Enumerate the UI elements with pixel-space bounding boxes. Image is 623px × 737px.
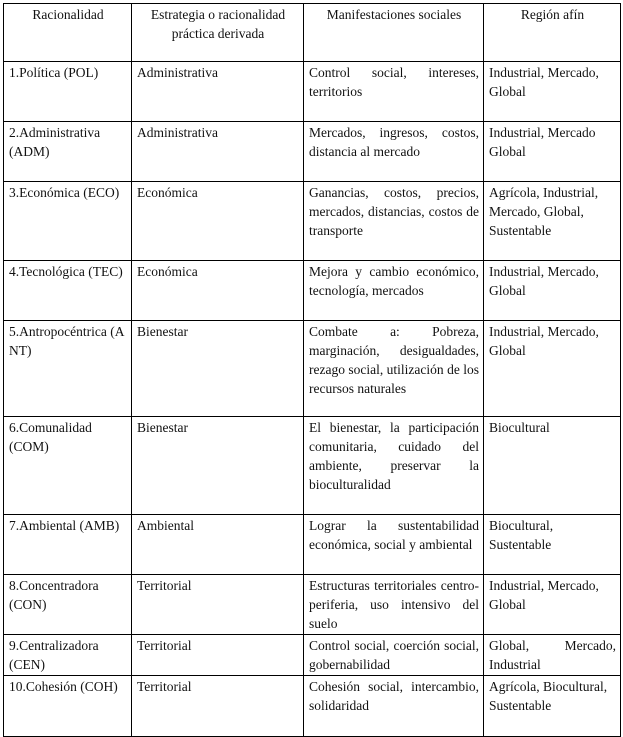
table-row xyxy=(4,575,621,635)
cell-manifestaciones: El bienestar, la participación comunitaria, cuidado del ambiente, preservar la bioculturalidad xyxy=(304,417,484,515)
cell-estrategia: Ambiental xyxy=(132,515,304,575)
header-estrategia: Estrategia o racionalidad práctica derivada xyxy=(132,4,304,62)
cell-estrategia: Bienestar xyxy=(132,321,304,417)
table-row xyxy=(4,321,621,417)
cell-racionalidad: 8.Concentradora (CON) xyxy=(4,575,132,635)
cell-racionalidad: 3.Económica (ECO) xyxy=(4,182,132,261)
cell-racionalidad: 1.Política (POL) xyxy=(4,62,132,122)
table-row xyxy=(4,676,621,737)
header-region: Región afín xyxy=(484,4,621,62)
cell-manifestaciones: Cohesión social, intercambio, solidaridad xyxy=(304,676,484,737)
cell-estrategia: Bienestar xyxy=(132,417,304,515)
table-row xyxy=(4,515,621,575)
rationality-table xyxy=(3,3,621,737)
cell-racionalidad: 5.Antropocéntrica (ANT) xyxy=(4,321,132,417)
cell-estrategia: Territorial xyxy=(132,676,304,737)
cell-manifestaciones: Control social, coerción social, gobernabilidad xyxy=(304,635,484,676)
cell-manifestaciones: Combate a: Pobreza, marginación, desigualdades, rezago social, utilización de los recursos naturales xyxy=(304,321,484,417)
cell-region: Agrícola, Biocultural, Sustentable xyxy=(484,676,621,737)
cell-estrategia: Administrativa xyxy=(132,62,304,122)
table-row xyxy=(4,417,621,515)
cell-region: Global, Mercado, Industrial xyxy=(484,635,621,676)
table-row xyxy=(4,635,621,676)
cell-racionalidad: 6.Comunalidad (COM) xyxy=(4,417,132,515)
header-manifestaciones: Manifestaciones sociales xyxy=(304,4,484,62)
cell-region: Industrial, Mercado, Global xyxy=(484,321,621,417)
cell-manifestaciones: Lograr la sustentabilidad económica, social y ambiental xyxy=(304,515,484,575)
cell-estrategia: Económica xyxy=(132,182,304,261)
cell-region: Biocultural, Sustentable xyxy=(484,515,621,575)
cell-region: Industrial, Mercado, Global xyxy=(484,575,621,635)
cell-manifestaciones: Ganancias, costos, precios, mercados, distancias, costos de transporte xyxy=(304,182,484,261)
cell-estrategia: Territorial xyxy=(132,575,304,635)
cell-racionalidad: 7.Ambiental (AMB) xyxy=(4,515,132,575)
cell-estrategia: Territorial xyxy=(132,635,304,676)
cell-estrategia: Económica xyxy=(132,261,304,321)
table-row xyxy=(4,261,621,321)
header-racionalidad: Racionalidad xyxy=(4,4,132,62)
cell-racionalidad: 4.Tecnológica (TEC) xyxy=(4,261,132,321)
cell-region: Biocultural xyxy=(484,417,621,515)
cell-estrategia: Administrativa xyxy=(132,122,304,182)
cell-region: Agrícola, Industrial, Mercado, Global, Sustentable xyxy=(484,182,621,261)
table-row xyxy=(4,122,621,182)
table-row xyxy=(4,182,621,261)
cell-racionalidad: 2.Administrativa (ADM) xyxy=(4,122,132,182)
cell-racionalidad: 10.Cohesión (COH) xyxy=(4,676,132,737)
cell-region: Industrial, Mercado, Global xyxy=(484,62,621,122)
cell-region: Industrial, Mercado Global xyxy=(484,122,621,182)
table-row xyxy=(4,62,621,122)
cell-manifestaciones: Estructuras territoriales centro-periferia, uso intensivo del suelo xyxy=(304,575,484,635)
cell-racionalidad: 9.Centralizadora (CEN) xyxy=(4,635,132,676)
cell-region: Industrial, Mercado, Global xyxy=(484,261,621,321)
cell-manifestaciones: Mercados, ingresos, costos, distancia al mercado xyxy=(304,122,484,182)
cell-manifestaciones: Mejora y cambio económico, tecnología, mercados xyxy=(304,261,484,321)
table-header-row xyxy=(4,4,621,62)
cell-manifestaciones: Control social, intereses, territorios xyxy=(304,62,484,122)
